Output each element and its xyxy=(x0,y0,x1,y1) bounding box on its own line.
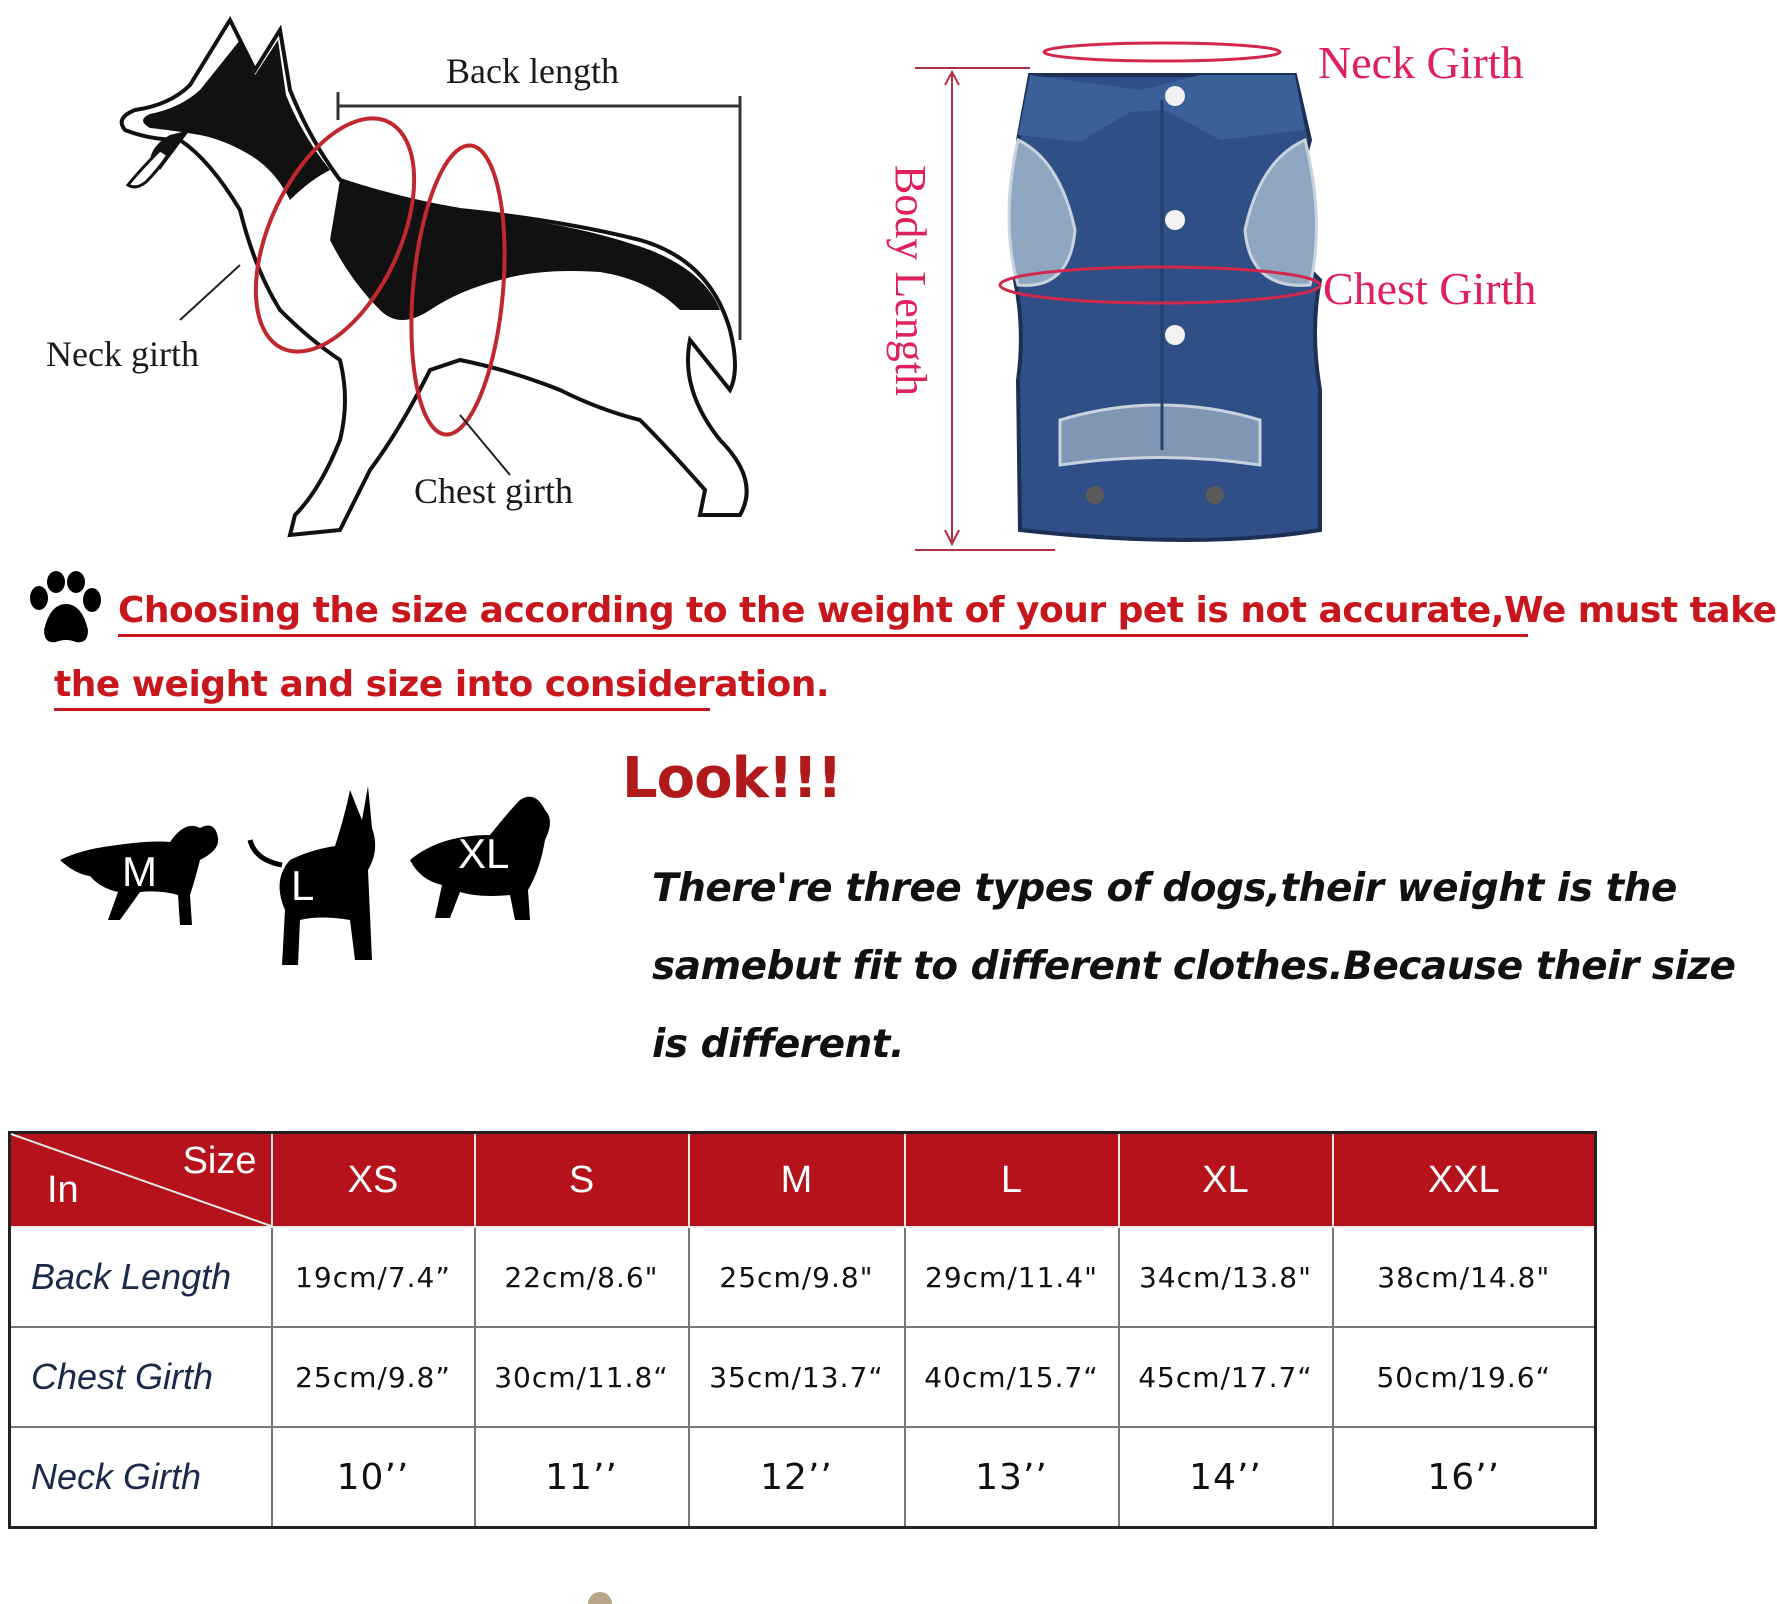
look-text-line-1: There're three types of dogs,their weight is the xyxy=(652,866,1677,911)
table-cell: 38cm/14.8" xyxy=(1333,1227,1596,1327)
table-row xyxy=(10,1227,1596,1327)
table-cell: 12’’ xyxy=(689,1427,905,1528)
size-header-l: L xyxy=(905,1133,1119,1228)
table-cell: 40cm/15.7“ xyxy=(905,1327,1119,1427)
look-text-line-3: is different. xyxy=(652,1022,905,1067)
size-header-xs: XS xyxy=(272,1133,475,1228)
row-label-neck-girth: Neck Girth xyxy=(10,1427,272,1528)
paw-icon xyxy=(22,572,106,650)
back-length-label: Back length xyxy=(446,51,619,91)
dog-label-m: M xyxy=(122,848,157,895)
size-header-xl: XL xyxy=(1119,1133,1333,1228)
size-header-row xyxy=(10,1133,1596,1228)
corner-size-label: Size xyxy=(182,1140,257,1182)
table-cell: 30cm/11.8“ xyxy=(475,1327,689,1427)
bottom-fragment xyxy=(588,1592,612,1604)
table-corner-cell xyxy=(10,1133,272,1228)
garment-neck-girth-label: Neck Girth xyxy=(1318,37,1524,88)
look-heading: Look!!! xyxy=(622,746,842,811)
garment-body-length-label: Body Length xyxy=(886,165,935,396)
table-cell: 50cm/19.6“ xyxy=(1333,1327,1596,1427)
table-cell: 35cm/13.7“ xyxy=(689,1327,905,1427)
garment-chest-girth-label: Chest Girth xyxy=(1323,263,1537,314)
look-text-line-2: samebut fit to different clothes.Because their size xyxy=(652,944,1736,989)
neck-girth-label: Neck girth xyxy=(46,334,199,374)
size-chart-table xyxy=(8,1131,1597,1529)
table-row xyxy=(10,1327,1596,1427)
table-cell: 14’’ xyxy=(1119,1427,1333,1528)
denim-vest-image xyxy=(900,30,1330,560)
notice-line-2: the weight and size into consideration. xyxy=(54,664,830,705)
table-cell: 25cm/9.8” xyxy=(272,1327,475,1427)
size-header-m: M xyxy=(689,1133,905,1228)
chest-girth-label: Chest girth xyxy=(414,471,573,511)
dog-silhouette-icon xyxy=(122,20,747,535)
table-cell: 19cm/7.4” xyxy=(272,1227,475,1327)
dog-label-xl: XL xyxy=(458,830,510,877)
table-cell: 45cm/17.7“ xyxy=(1119,1327,1333,1427)
table-cell: 22cm/8.6" xyxy=(475,1227,689,1327)
dog-label-l: L xyxy=(291,862,315,909)
table-cell: 11’’ xyxy=(475,1427,689,1528)
corner-unit-label: In xyxy=(47,1169,79,1211)
table-cell: 10’’ xyxy=(272,1427,475,1528)
table-row xyxy=(10,1427,1596,1528)
notice-line-1: Choosing the size according to the weight of your pet is not accurate,We must take xyxy=(118,590,1777,631)
table-cell: 13’’ xyxy=(905,1427,1119,1528)
size-header-xxl: XXL xyxy=(1333,1133,1596,1228)
size-header-s: S xyxy=(475,1133,689,1228)
table-cell: 29cm/11.4" xyxy=(905,1227,1119,1327)
table-cell: 34cm/13.8" xyxy=(1119,1227,1333,1327)
row-label-chest-girth: Chest Girth xyxy=(10,1327,272,1427)
table-cell: 25cm/9.8" xyxy=(689,1227,905,1327)
table-cell: 16’’ xyxy=(1333,1427,1596,1528)
row-label-back-length: Back Length xyxy=(10,1227,272,1327)
